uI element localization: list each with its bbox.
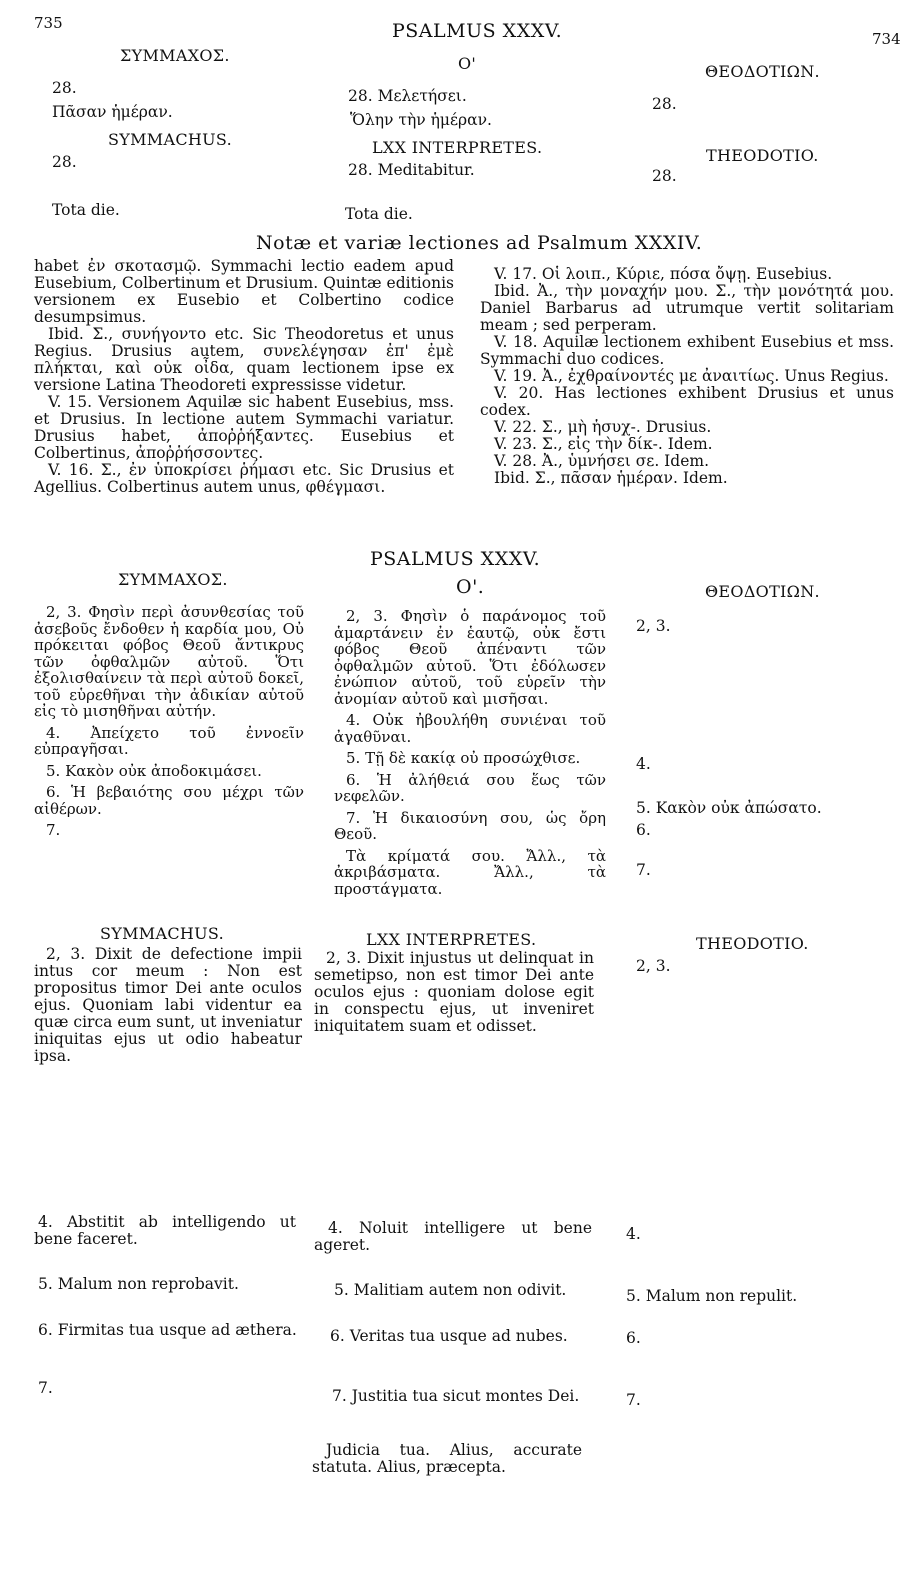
running-title: PSALMUS XXXV. (392, 20, 563, 42)
greek-verse: 6. Ἡ ἀλήθειά σου ἕως τῶν νεφελῶν. (334, 770, 606, 805)
greek-verse: 7. (46, 821, 61, 839)
latin-verse-text: 2, 3. Dixit injustus ut delinquat in semetipso, non est timor Dei ante oculos ejus : quoniam dolose egit in conspectu ejus, ut inveniret iniquitatem suam et odisset. (314, 949, 594, 1035)
latin-verse-text: 2, 3. Dixit de defectione impii intus cor meum : Non est propositus timor Dei ante oculos ejus. Quoniam labi videntur ea quæ circa eum sunt, ut inveniatur iniquitas ejus ut odio habeatur ipsa. (34, 945, 302, 1065)
note-paragraph: V. 15. Versionem Aquilæ sic habent Eusebius, mss. et Drusius. In lectione autem Symmachi variatur. Drusius habet, ἀποῤῥήξαντες. Eusebius et Colbertinus, ἀποῤῥήσσοντες. (34, 393, 454, 462)
greek-symmachus-column (34, 604, 304, 844)
greek-verse: 7. Ἡ δικαιοσύνη σου, ὡς ὄρη Θεοῦ. (334, 808, 606, 843)
note-paragraph: V. 19. Ἀ., ἐχθραίνοντές με ἀναιτίως. Unus Regius. (494, 367, 889, 385)
top-c3-num-latin: 28. (652, 167, 677, 185)
top-c1-num-latin: 28. (52, 153, 77, 171)
greek-verse: 4. Ἀπείχετο τοῦ ἐννοεῖν εὐπραγῆσαι. (34, 723, 304, 758)
latin-theodotio-v7: 7. (626, 1391, 641, 1409)
note-paragraph: V. 20. Has lectiones exhibent Drusius et unus codex. (480, 384, 894, 419)
greek-lxx-column (334, 608, 606, 902)
page-number-left: 735 (34, 14, 63, 32)
note-paragraph: Ibid. Σ., πᾶσαν ἡμέραν. Idem. (494, 469, 728, 487)
lxx-latin-header: LXX INTERPRETES. (372, 138, 543, 157)
top-c1-greek: Πᾶσαν ἡμέραν. (52, 103, 173, 121)
latin-symmachus-v23 (34, 946, 302, 1065)
psalm-symmachos-header: ΣΥΜΜΑΧΟΣ. (118, 570, 228, 589)
psalm-title: PSALMUS XXXV. (370, 548, 541, 570)
notes-right-column (480, 266, 894, 487)
symmachos-greek-header: ΣΥΜΜΑΧΟΣ. (120, 46, 230, 65)
latin-theodotio-v5: 5. Malum non repulit. (626, 1287, 798, 1305)
latin-verse-text: Judicia tua. Alius, accurate statuta. Alius, præcepta. (312, 1441, 582, 1476)
theodotio-latin-header: THEODOTIO. (706, 146, 819, 165)
greek-verse: 4. Οὐκ ἠβουλήθη συνιέναι τοῦ ἀγαθῦναι. (334, 711, 606, 746)
top-c2-greek-1: 28. Μελετήσει. (348, 87, 467, 105)
top-c2-latin-1: 28. Meditabitur. (348, 161, 475, 179)
latin-lxx-v5: 5. Malitiam autem non odivit. (334, 1281, 567, 1299)
latin-theodotio-v23: 2, 3. (636, 957, 671, 975)
note-paragraph: V. 22. Σ., μὴ ἡσυχ-. Drusius. (494, 418, 712, 436)
notes-heading: Notæ et variæ lectiones ad Psalmum XXXIV. (256, 232, 703, 254)
notes-left-column (34, 258, 454, 496)
top-c3-num-greek: 28. (652, 95, 677, 113)
psalm-theodotio-latin-header: THEODOTIO. (696, 934, 809, 953)
latin-lxx-v7: 7. Justitia tua sicut montes Dei. (332, 1387, 580, 1405)
note-paragraph: V. 28. Ἀ., ὑμνήσει σε. Idem. (494, 452, 710, 470)
note-paragraph: Ibid. Σ., συνήγοντο etc. Sic Theodoretus et unus Regius. Drusius autem, συνελέγησαν ἐπ' ἐμὲ πλήκται, καὶ οὐκ οἶδα, quam lectionem ipse ex versione Latina Theodoreti expressisse videtur. (34, 325, 454, 394)
greek-verse: 2, 3. Φησὶν ὁ παράνομος τοῦ ἁμαρτάνειν ἐν ἑαυτῷ, οὐκ ἔστι φόβος Θεοῦ ἀπέναντι τῶν ὀφθαλμῶν αὐτοῦ. Ὅτι ἐδόλωσεν ἐνώπιον αὐτοῦ, τοῦ εὑρεῖν τὴν ἀνομίαν αὐτοῦ καὶ μισῆσαι. (334, 607, 606, 708)
latin-symmachus-v5: 5. Malum non reprobavit. (38, 1275, 239, 1293)
greek-theodotion-v5: 5. Κακὸν οὐκ ἀπώσατο. (636, 799, 822, 817)
latin-symmachus-v4 (34, 1214, 296, 1248)
note-paragraph: V. 23. Σ., εἰς τὴν δίκ-. Idem. (494, 435, 713, 453)
greek-verse: 2, 3. Φησὶν περὶ ἀσυνθεσίας τοῦ ἀσεβοῦς ἔνδοθεν ἡ καρδία μου, Οὐ πρόκειται φόβος Θεοῦ ἄντικρυς τῶν ὀφθαλμῶν αὐτοῦ. Ὅτι ἐξολισθαίνειν τὰ περὶ αὐτοῦ δοκεῖ, τοῦ εὑρεθῆναι τὴν ἀδικίαν αὐτοῦ εἰς τὸ μισηθῆναι αὐτήν. (34, 603, 304, 720)
latin-lxx-v23 (314, 950, 594, 1035)
note-paragraph: V. 17. Οἱ λοιπ., Κύριε, πόσα ὄψῃ. Eusebius. (494, 265, 833, 283)
page-number-right: 734 (872, 30, 901, 48)
septuagint-omicron: O' (458, 54, 477, 73)
latin-theodotio-v6: 6. (626, 1329, 641, 1347)
greek-verse: 6. Ἡ βεβαιότης σου μέχρι τῶν αἰθέρων. (34, 783, 304, 818)
top-c2-greek-2: Ὅλην τὴν ἡμέραν. (350, 111, 492, 129)
psalm-theodotion-header: ΘΕΟΔΟΤΙΩΝ. (705, 582, 820, 601)
latin-verse-text: 4. Abstitit ab intelligendo ut bene faceret. (34, 1213, 296, 1248)
latin-lxx-v6: 6. Veritas tua usque ad nubes. (330, 1327, 568, 1345)
greek-verse: 5. Κακὸν οὐκ ἀποδοκιμάσει. (46, 761, 262, 780)
latin-theodotio-v4: 4. (626, 1225, 641, 1243)
top-c1-latin: Tota die. (52, 201, 120, 219)
note-paragraph: Ibid. Ἀ., τὴν μοναχήν μου. Σ., τὴν μονότητά μου. Daniel Barbarus ad utrumque vertit solitariam meam ; sed perperam. (480, 282, 894, 334)
note-paragraph: V. 18. Aquilæ lectionem exhibent Eusebius et mss. Symmachi duo codices. (480, 333, 894, 368)
top-c1-num-greek: 28. (52, 79, 77, 97)
psalm-omicron: O'. (456, 576, 485, 598)
top-c2-latin-2: Tota die. (345, 205, 413, 223)
note-paragraph: V. 16. Σ., ἐν ὑποκρίσει ῥήμασι etc. Sic Drusius et Agellius. Colbertinus autem unus, φθέγμασι. (34, 461, 454, 496)
psalm-symmachus-latin-header: SYMMACHUS. (100, 924, 224, 943)
latin-lxx-v4 (314, 1220, 592, 1254)
latin-symmachus-v7: 7. (38, 1379, 53, 1397)
greek-verse: 5. Τῇ δὲ κακίᾳ οὐ προσώχθισε. (346, 749, 581, 767)
latin-lxx-extra (312, 1442, 582, 1476)
symmachus-latin-header: SYMMACHUS. (108, 130, 232, 149)
greek-verse: Τὰ κρίματά σου. Ἄλλ., τὰ ἀκριβάσματα. Ἄλλ., τὰ προστάγματα. (334, 846, 606, 898)
theodotion-greek-header: ΘΕΟΔΟΤΙΩΝ. (705, 62, 820, 81)
latin-symmachus-v6: 6. Firmitas tua usque ad æthera. (38, 1321, 297, 1339)
greek-theodotion-v6: 6. (636, 821, 651, 839)
greek-theodotion-v23: 2, 3. (636, 617, 671, 635)
greek-theodotion-v7: 7. (636, 861, 651, 879)
psalm-lxx-latin-header: LXX INTERPRETES. (366, 930, 537, 949)
note-paragraph: habet ἐν σκοτασμῷ. Symmachi lectio eadem apud Eusebium, Colbertinum et Drusium. Quintæ editionis versionem ex Eusebio et Colbertino codice desumpsimus. (34, 257, 454, 326)
latin-verse-text: 4. Noluit intelligere ut bene ageret. (314, 1219, 592, 1254)
greek-theodotion-v4: 4. (636, 755, 651, 773)
